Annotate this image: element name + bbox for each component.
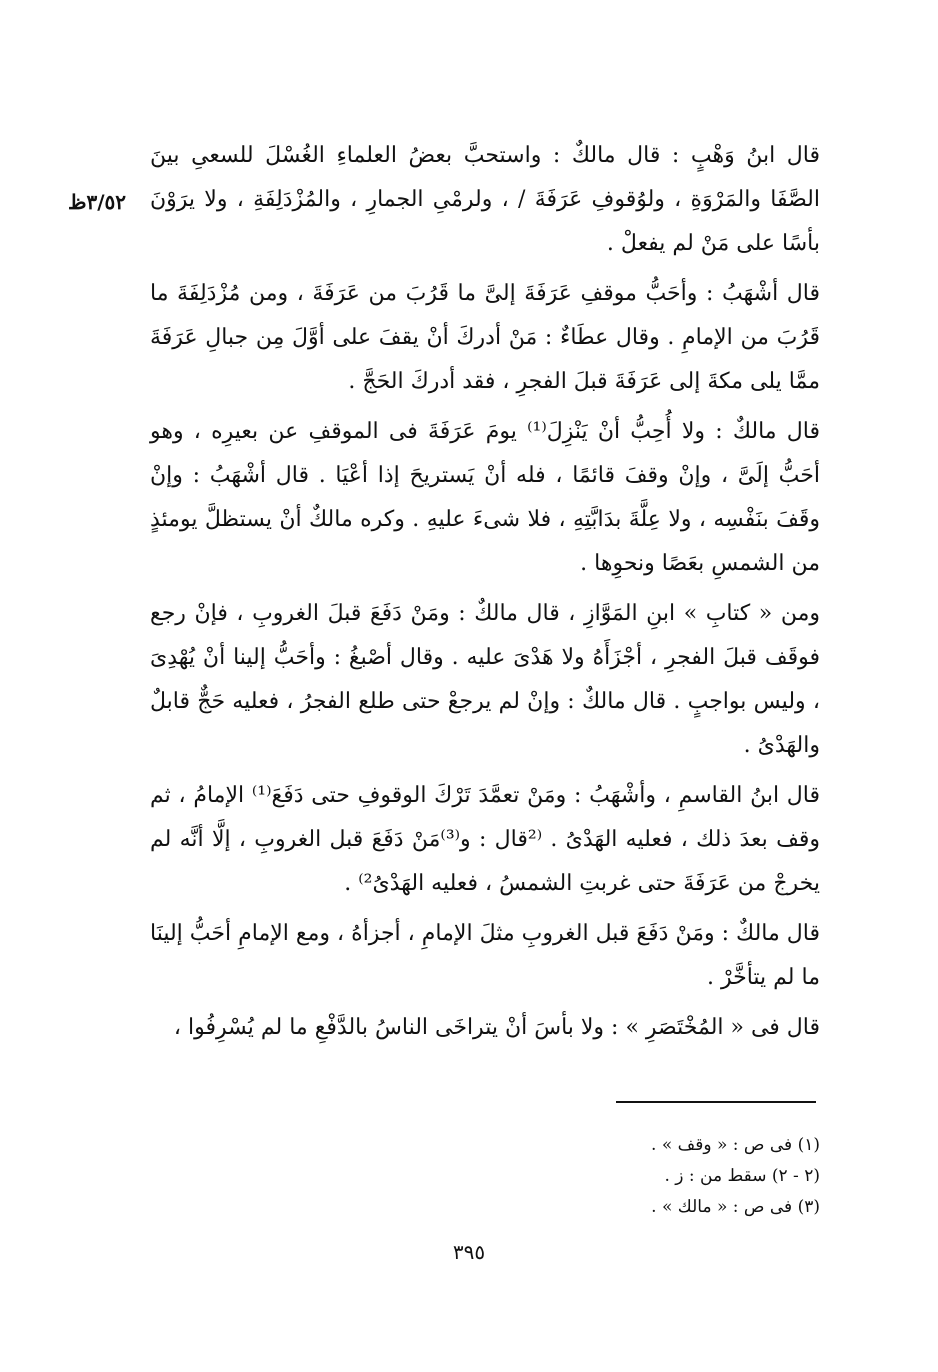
margin-folio-note: ٣/٥٢ظ [68,190,127,214]
footnotes [520,1130,820,1223]
footnote-divider [616,1101,816,1103]
paragraph: قال أشْهَبُ : وأحَبُّ موقفِ عَرَفَةَ إلىَّ ما قَرُبَ من عَرَفَةَ ، ومن مُزْدَلِفَةَ ما قَرُبَ من الإمامِ . وقال عطَاءٌ : مَنْ أدركَ أنْ يقفَ على أوَّلَ مِن جبالِ عَرَفَةَ ممَّا يلى مكةَ إلى عَرَفَةَ قبلَ الفجرِ ، فقد أدركَ الحَجَّ . [150,281,820,394]
paragraph: قال مالكٌ : ومَنْ دَفَعَ قبل الغروبِ مثلَ الإمامِ ، أجزأهُ ، ومع الإمامِ أحَبُّ إلينَا ما لم يتأخَّرْ . [150,921,820,990]
paragraph: قال ابنُ وَهْبٍ : قال مالكٌ : واستحبَّ بعضُ العلماءِ الغُسْلَ للسعىِ بينَ الصَّفَا والمَرْوَةِ ، ولوُقوفِ عَرَفَةَ / ، ولرمْىِ الجمارِ ، والمُزْدَلِفَةِ ، ولا يرَوْنَ بأسًا على مَنْ لم يفعلْ . [150,143,820,256]
footnote: (٣) فى ص : « مالك » . [651,1197,820,1217]
paragraph: ومن « كتابِ » ابنِ المَوَّازِ ، قال مالكٌ : ومَنْ دَفَعَ قبلَ الغروبِ ، فإنْ رجع فوقَف قبلَ الفجرِ ، أجْزَأَهُ ولا هَدْىَ عليه . وقال أصْبغُ : وأحَبُّ إلينا أنْ يُهْدِىَ ، وليس بواجبٍ . قال مالكٌ : وإنْ لم يرجعْ حتى طلع الفجرُ ، فعليه حَجٌّ قابلٌ والهَدْىُ . [150,601,820,758]
paragraph: قال فى « المُخْتَصَرِ » : ولا بأسَ أنْ يتراخَى الناسُ بالدَّفْعِ ما لم يُسْرِفُوا ، [173,1015,820,1040]
main-text [150,134,820,1050]
footnote: (١) فى ص : « وقف » . [651,1135,820,1155]
page-number: ٣٩٥ [452,1240,486,1264]
footnote: (٢ - ٢) سقط من : ز . [664,1166,820,1186]
paragraph: قال ابنُ القاسمِ ، وأشْهَبُ : ومَنْ تعمَّدَ تَرْكَ الوقوفِ حتى دَفَعَ⁽¹⁾ الإمامُ ، ثم وقف بعدَ ذلك ، فعليه الهَدْىُ . ⁽²قال : و⁽³⁾مَنْ دَفَعَ قبل الغروبِ ، إلَّا أنَّه لم يخرجْ من عَرَفَةَ حتى غربتِ الشمسُ ، فعليه الهَدْىُ²⁾ . [150,783,821,896]
paragraph: قال مالكٌ : ولا أُحِبُّ أنْ يَنْزِلَ⁽¹⁾ يومَ عَرَفَةَ فى الموقفِ عن بعيرِه ، وهو أحَبُّ إلَىَّ ، وإنْ وقفَ قائمًا ، فله أنْ يَستريحَ إذا أعْيَا . قال أشْهَبُ : وإنْ وقَفَ بنَفْسِه ، ولا عِلَّةَ بدَابَّتِهِ ، فلا شىءَ عليهِ . وكره مالكٌ أنْ يستظلَّ يومئذٍ من الشمسِ بعَصًا ونحوِها . [150,419,821,576]
